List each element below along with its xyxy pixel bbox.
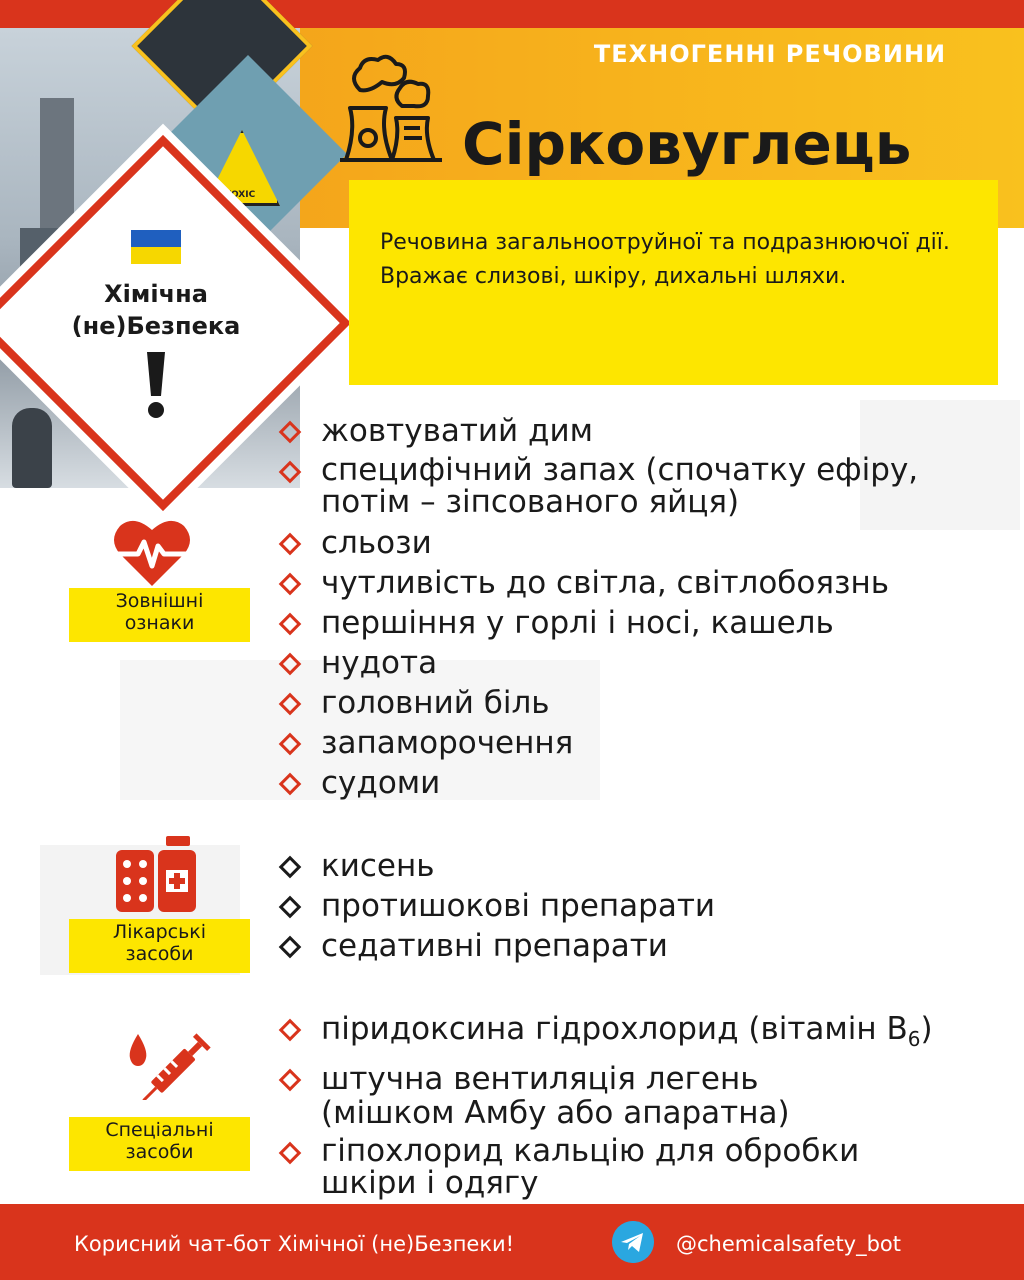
exclamation-icon <box>140 350 172 420</box>
list-item: штучна вентиляція легень (мішком Амбу або апаратна) <box>276 1062 1016 1130</box>
hazard-title: Хімічна (не)Безпека <box>71 280 241 340</box>
diamond-bullet-icon <box>279 421 302 444</box>
list-item: специфічний запах (спочатку ефіру, потім – зіпсованого яйця) <box>276 454 1016 518</box>
list-item: жовтуватий дим <box>276 414 1016 449</box>
diamond-bullet-icon <box>279 533 302 556</box>
list-item: запаморочення <box>276 726 1016 761</box>
list-item: сльози <box>276 526 1016 561</box>
list-item: протишокові препарати <box>276 889 1016 924</box>
list-item: судоми <box>276 766 1016 801</box>
list-item: піридоксина гідрохлорид (вітамін $B_6$) <box>276 1012 1016 1057</box>
section-label-signs: Зовнішні ознаки <box>69 588 250 642</box>
list-item: першіння у горлі і носі, кашель <box>276 606 1016 641</box>
list-item: кисень <box>276 849 1016 884</box>
diamond-bullet-icon <box>279 773 302 796</box>
diamond-bullet-icon <box>279 653 302 676</box>
diamond-bullet-icon <box>279 1019 302 1042</box>
diamond-bullet-icon <box>279 1069 302 1092</box>
medicine-list <box>276 849 1016 969</box>
list-item: нудота <box>276 646 1016 681</box>
person-in-mask-shape <box>12 408 52 488</box>
medicine-icon <box>114 834 196 914</box>
description-text: Речовина загальноотруйної та подразнюючої дії. Вражає слизові, шкіру, дихальні шляхи. <box>380 230 950 289</box>
section-label-medicine: Лікарські засоби <box>69 919 250 973</box>
power-plant-icon <box>330 48 450 168</box>
diamond-bullet-icon <box>279 856 302 879</box>
list-item: головний біль <box>276 686 1016 721</box>
page-title: Сірковуглець <box>462 110 912 178</box>
diamond-bullet-icon <box>279 733 302 756</box>
diamond-bullet-icon <box>279 461 302 484</box>
diamond-bullet-icon <box>279 693 302 716</box>
list-item: гіпохлорид кальцію для обробки шкіри і одягу <box>276 1135 1016 1199</box>
heart-pulse-icon <box>112 516 192 588</box>
diamond-bullet-icon <box>279 1142 302 1165</box>
diamond-bullet-icon <box>279 613 302 636</box>
telegram-icon[interactable] <box>612 1221 654 1263</box>
syringe-icon <box>124 1024 214 1100</box>
diamond-bullet-icon <box>279 936 302 959</box>
section-label-special: Спеціальні засоби <box>69 1117 250 1171</box>
footer-text: Корисний чат-бот Хімічної (не)Безпеки! <box>74 1232 515 1256</box>
toxic-label: TOXIC <box>224 190 256 200</box>
telegram-bot-link[interactable]: @chemicalsafety_bot <box>676 1232 902 1256</box>
special-list <box>276 1012 1016 1204</box>
ukraine-flag <box>131 230 181 264</box>
list-item: седативні препарати <box>276 929 1016 964</box>
diamond-bullet-icon <box>279 573 302 596</box>
diamond-bullet-icon <box>279 896 302 919</box>
signs-list <box>276 414 1016 806</box>
list-item: чутливість до світла, світлобоязнь <box>276 566 1016 601</box>
category-label: ТЕХНОГЕННІ РЕЧОВИНИ <box>593 40 947 68</box>
